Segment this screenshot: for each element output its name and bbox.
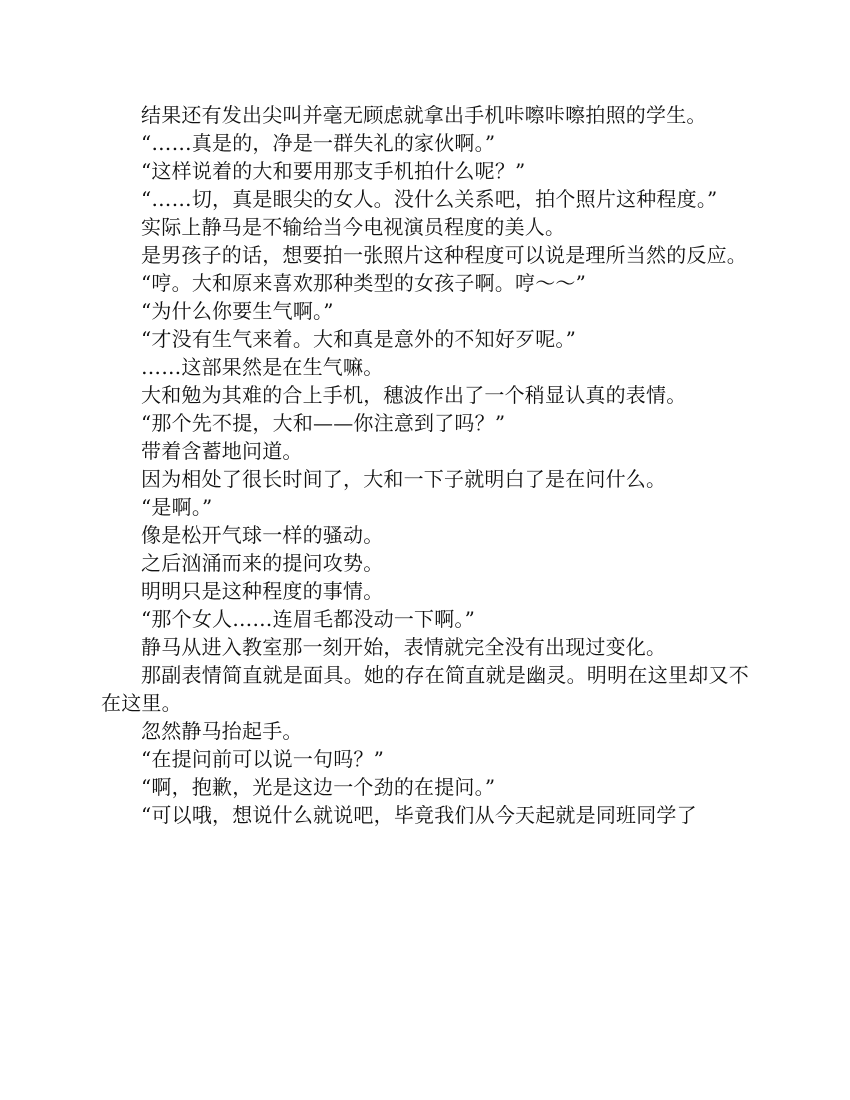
paragraph: 之后汹涌而来的提问攻势。	[141, 551, 384, 575]
paragraph: “为什么你要生气啊。”	[141, 299, 334, 323]
paragraph: 那副表情简直就是面具。她的存在简直就是幽灵。明明在这里却又不在这里。	[101, 663, 749, 715]
document-body	[101, 101, 749, 829]
paragraph: 静马从进入教室那一刻开始，表情就完全没有出现过变化。	[141, 635, 667, 659]
paragraph: “啊，抱歉，光是这边一个劲的在提问。”	[141, 775, 496, 799]
paragraph: ……这部果然是在生气嘛。	[141, 355, 384, 379]
paragraph: 实际上静马是不输给当今电视演员程度的美人。	[141, 215, 566, 239]
paragraph: 忽然静马抬起手。	[141, 719, 303, 743]
paragraph: 带着含蓄地问道。	[141, 439, 303, 463]
paragraph: “……真是的，净是一群失礼的家伙啊。”	[141, 131, 496, 155]
paragraph: “那个女人……连眉毛都没动一下啊。”	[141, 607, 476, 631]
paragraph: 像是松开气球一样的骚动。	[141, 523, 384, 547]
paragraph: “是啊。”	[141, 495, 213, 519]
paragraph: “……切，真是眼尖的女人。没什么关系吧，拍个照片这种程度。”	[141, 187, 718, 211]
paragraph: 大和勉为其难的合上手机，穗波作出了一个稍显认真的表情。	[141, 383, 687, 407]
paragraph: “那个先不提，大和——你注意到了吗？”	[141, 411, 506, 435]
paragraph: “可以哦，想说什么就说吧，毕竟我们从今天起就是同班同学了	[141, 803, 697, 827]
paragraph: “这样说着的大和要用那支手机拍什么呢？”	[141, 159, 526, 183]
paragraph: “才没有生气来着。大和真是意外的不知好歹呢。”	[141, 327, 577, 351]
paragraph: “在提问前可以说一句吗？”	[141, 747, 385, 771]
paragraph: 结果还有发出尖叫并毫无顾虑就拿出手机咔嚓咔嚓拍照的学生。	[141, 103, 707, 127]
paragraph: “哼。大和原来喜欢那种类型的女孩子啊。哼～～”	[141, 271, 587, 295]
paragraph: 明明只是这种程度的事情。	[141, 579, 384, 603]
paragraph: 是男孩子的话，想要拍一张照片这种程度可以说是理所当然的反应。	[141, 243, 747, 267]
paragraph: 因为相处了很长时间了，大和一下子就明白了是在问什么。	[141, 467, 667, 491]
